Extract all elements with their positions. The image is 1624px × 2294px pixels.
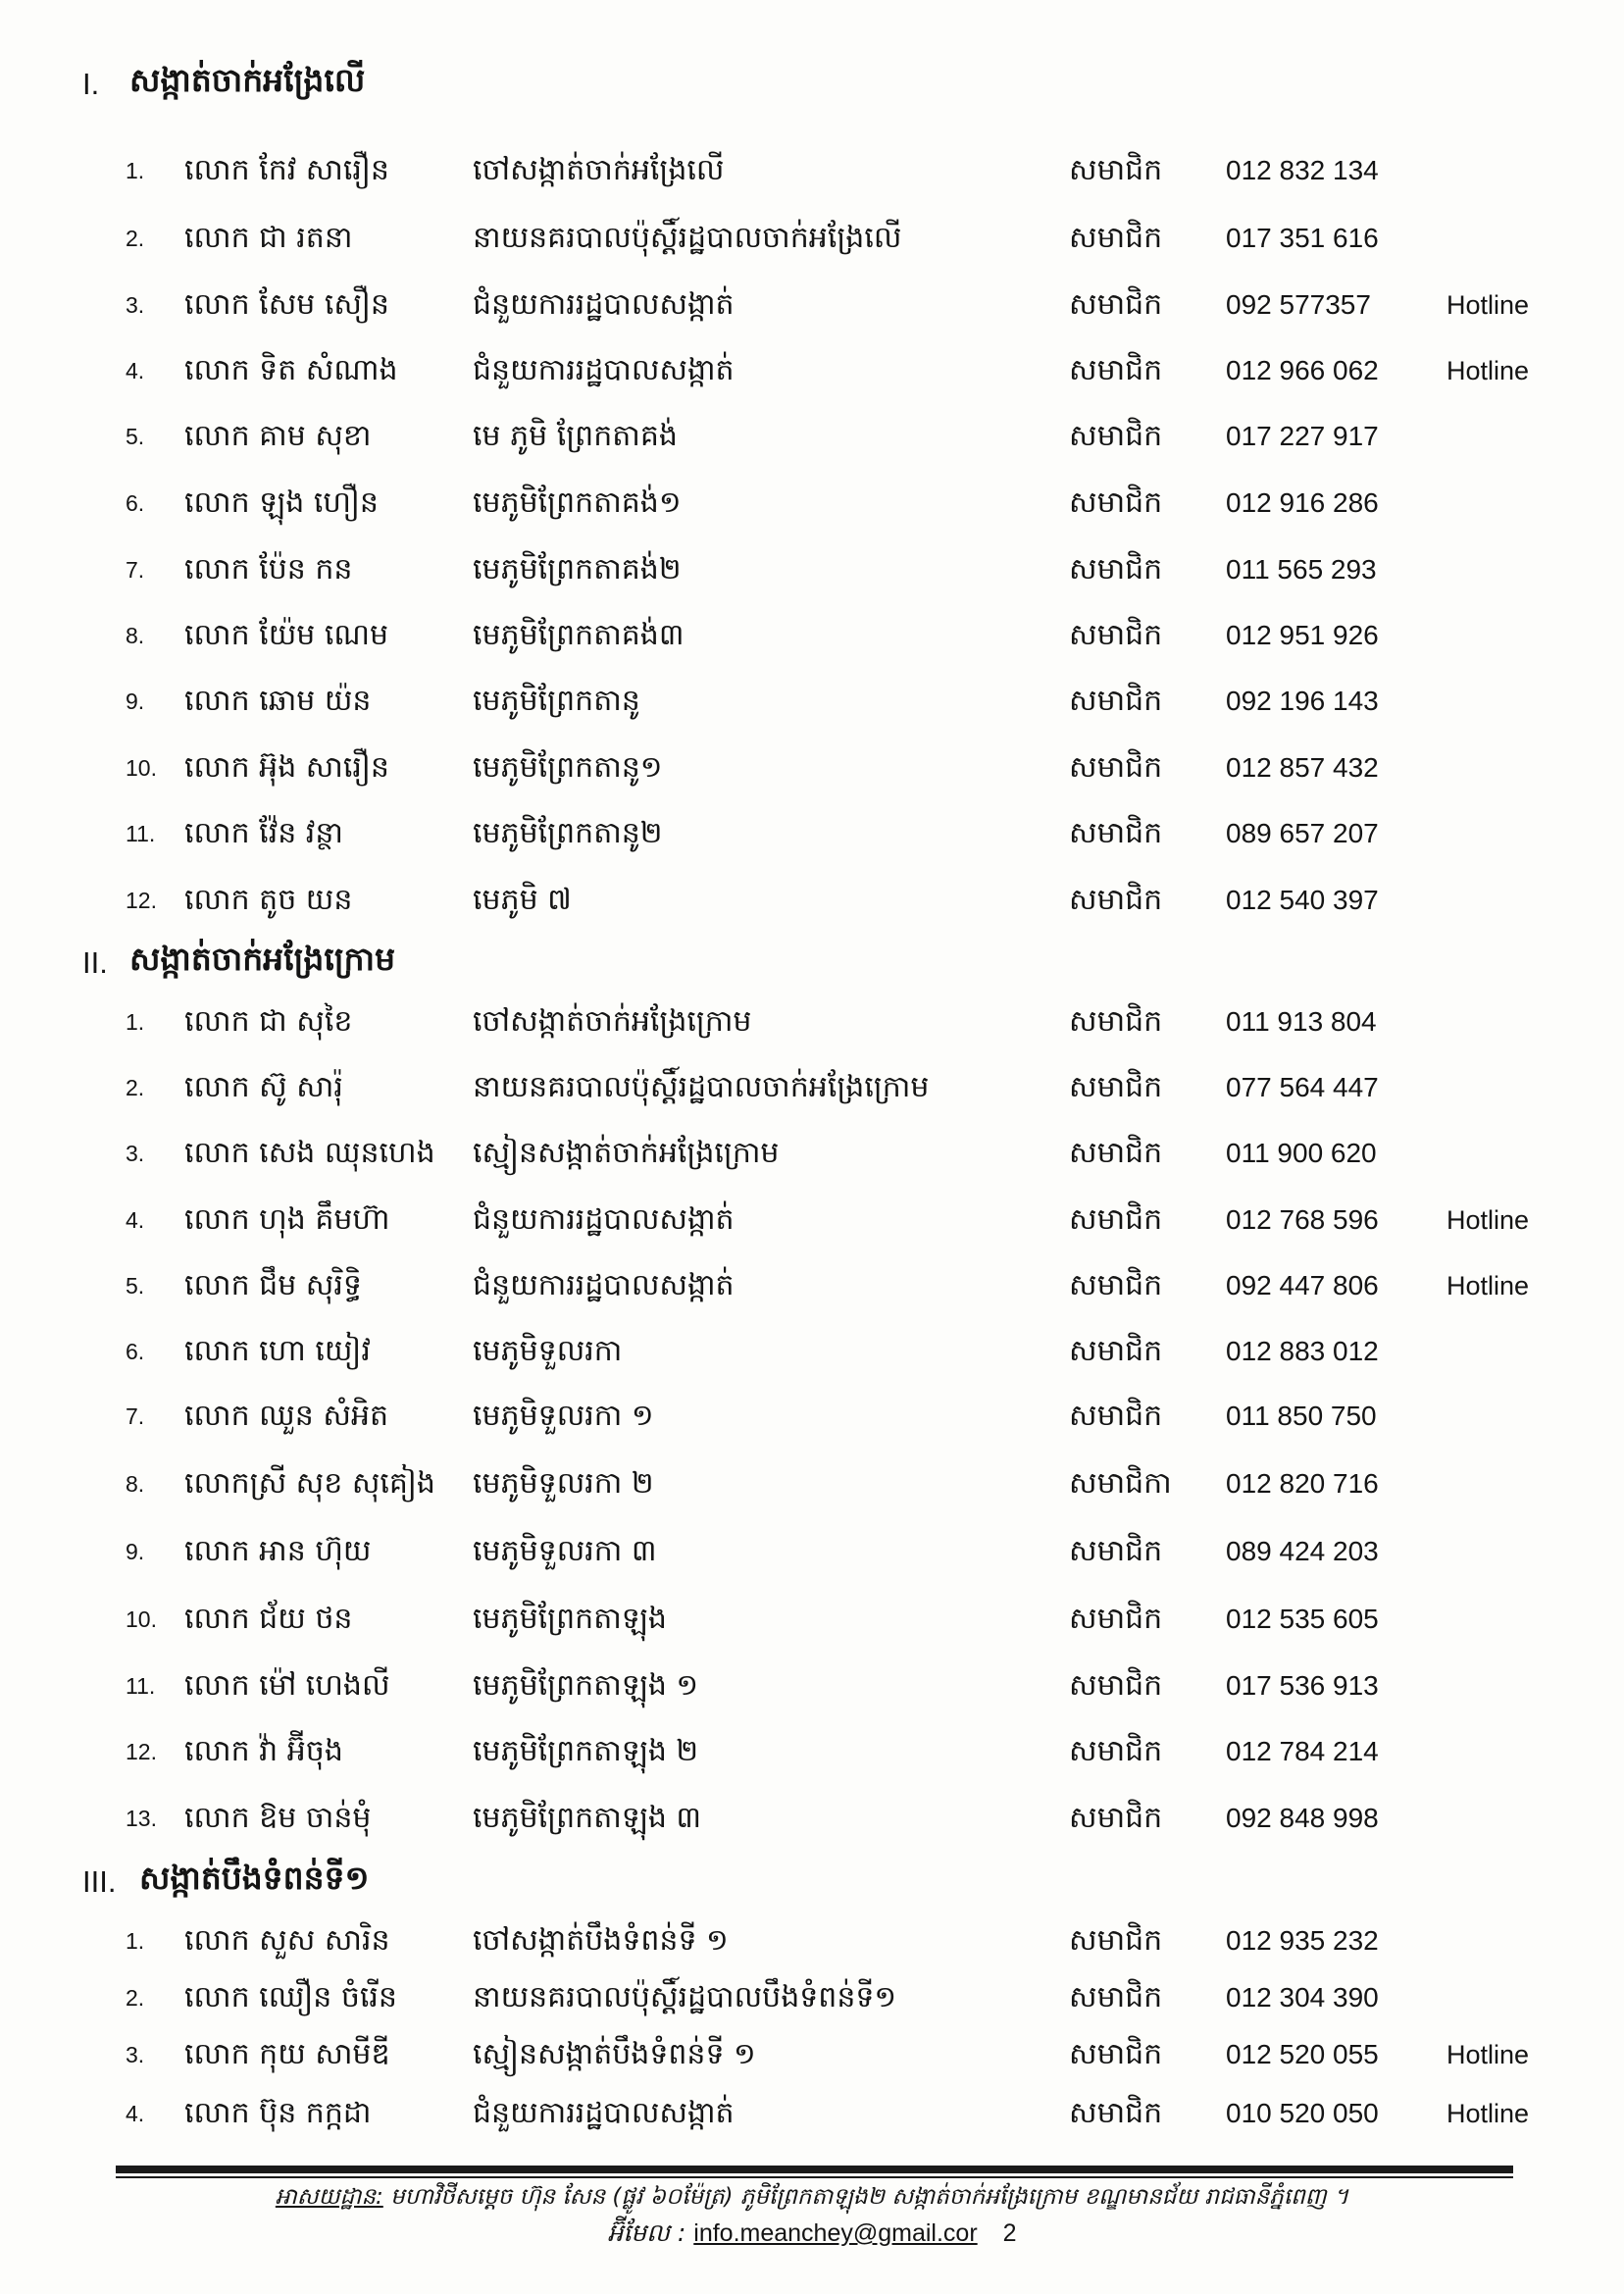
phone-number: 012 832 134 (1226, 155, 1379, 185)
section-heading (82, 1859, 369, 1906)
list-item (0, 1130, 1624, 1177)
membership-status: សមាជិក (1069, 1334, 1163, 1368)
row-number: 4. (126, 358, 145, 383)
section-heading (82, 61, 365, 108)
list-item (0, 1262, 1624, 1309)
membership-status: សមាជិក (1069, 353, 1163, 387)
phone-number: 092 196 143 (1226, 686, 1379, 716)
row-number: 2. (126, 1985, 145, 2011)
member-name: លោក អាន ហ៊ុយ (184, 1534, 372, 1568)
member-name: លោក ហោ យៀវ (184, 1334, 371, 1368)
address-label: អាសយដ្ឋាន: (275, 2184, 383, 2210)
membership-status: សមាជិក (1069, 684, 1163, 718)
member-name: លោក ឈួន សំអិត (184, 1399, 389, 1433)
list-item (0, 1974, 1624, 2021)
row-number: 6. (126, 490, 145, 516)
member-name: លោក កែវ សារឿន (184, 153, 389, 187)
phone-number: 012 883 012 (1226, 1336, 1379, 1366)
membership-status: សមាជិក (1069, 1602, 1163, 1636)
membership-status: សមាជិក (1069, 2037, 1163, 2071)
row-number: 5. (126, 424, 145, 449)
member-name: លោក ម៉ៅ ហេងលី (184, 1668, 390, 1703)
member-role: ស្មៀនសង្កាត់បឹងទំពន់ទី ១ (473, 2037, 756, 2071)
membership-status: សមាជិក (1069, 485, 1163, 520)
member-name: លោក ហុង គឹមហ៊ា (184, 1202, 390, 1237)
member-name: លោក ឆោម យ៉ន (184, 684, 372, 718)
phone-number: 012 916 286 (1226, 487, 1379, 518)
member-role: នាយនគរបាលប៉ុស្តិ៍រដ្ឋបាលចាក់អង្រែក្រោម (473, 1070, 930, 1104)
phone-number: 017 227 917 (1226, 421, 1379, 451)
membership-status: សមាជិក (1069, 1268, 1163, 1302)
list-item (0, 1064, 1624, 1111)
member-name: លោកស្រី សុខ សុគៀង (184, 1466, 435, 1501)
phone-number: 017 536 913 (1226, 1670, 1379, 1701)
phone-number: 011 900 620 (1226, 1138, 1377, 1168)
footer-divider-thin (116, 2176, 1513, 2178)
member-name: លោក ជឹម សុរិទ្ធិ (184, 1268, 362, 1302)
member-role: ចៅសង្កាត់បឹងទំពន់ទី ១ (473, 1923, 729, 1958)
list-item (0, 480, 1624, 527)
list-item (0, 810, 1624, 857)
list-item (0, 147, 1624, 194)
row-number: 12. (126, 888, 157, 913)
member-role: មេភូមិទួលរកា ៣ (473, 1534, 657, 1568)
member-name: លោក វ៉ែន វន្ថា (184, 816, 343, 850)
row-number: 9. (126, 1539, 145, 1564)
section-title: សង្កាត់ចាក់អង្រែលើ (129, 61, 366, 99)
member-role: មេភូមិទួលរកា ១ (473, 1399, 654, 1433)
hotline-label: Hotline (1446, 290, 1530, 320)
row-number: 7. (126, 1403, 145, 1429)
member-role: មេភូមិព្រែកតាឡុង (473, 1602, 667, 1636)
phone-number: 012 784 214 (1226, 1736, 1379, 1766)
phone-number: 017 351 616 (1226, 223, 1379, 253)
member-role: មេភូមិព្រែកតានូ២ (473, 816, 663, 850)
phone-number: 011 913 804 (1226, 1006, 1377, 1037)
address-text: មហាវិថីសម្តេច ហ៊ុន សែន (ផ្លូវ ៦០ម៉ែត្រ) ភូមិព្រែកតាឡុង២ សង្កាត់ចាក់អង្រែក្រោម ខណ្ឌមានជ័យ រាជធានីភ្នំពេញ ។ (390, 2184, 1349, 2210)
hotline-label: Hotline (1446, 356, 1530, 385)
row-number: 3. (126, 292, 145, 318)
phone-number: 012 535 605 (1226, 1604, 1379, 1634)
phone-number: 092 848 998 (1226, 1803, 1379, 1833)
membership-status: សមាជិក (1069, 1980, 1163, 2014)
footer-divider (116, 2166, 1513, 2173)
member-name: លោក ឈឿន ចំរើន (184, 1980, 397, 2014)
member-role: នាយនគរបាលប៉ុស្តិ៍រដ្ឋបាលបឹងទំពន់ទី១ (473, 1980, 897, 2014)
member-name: លោក វ៉ា អ៊ីចុង (184, 1734, 343, 1768)
email-label: អ៊ីមែល : (607, 2218, 686, 2247)
row-number: 4. (126, 2101, 145, 2126)
member-role: មេ ភូមិ ព្រែកតាគង់ (473, 419, 678, 453)
membership-status: សមាជិក (1069, 1923, 1163, 1958)
hotline-label: Hotline (1446, 2099, 1530, 2128)
phone-number: 089 657 207 (1226, 818, 1379, 848)
member-role: មេភូមិព្រែកតាឡុង ៣ (473, 1801, 702, 1835)
row-number: 1. (126, 1928, 145, 1954)
section-title: សង្កាត់ចាក់អង្រែក្រោម (129, 940, 396, 978)
phone-number: 012 820 716 (1226, 1468, 1379, 1499)
phone-number: 011 850 750 (1226, 1401, 1377, 1431)
phone-number: 012 966 062 (1226, 355, 1379, 385)
member-role: មេភូមិព្រែកតាគង់១ (473, 485, 682, 520)
membership-status: សមាជិក (1069, 1136, 1163, 1170)
member-name: លោក ទិត សំណាង (184, 353, 398, 387)
member-role: មេភូមិព្រែកតាឡុង ១ (473, 1668, 699, 1703)
phone-number: 012 951 926 (1226, 620, 1379, 650)
phone-number: 092 577357 (1226, 289, 1371, 320)
phone-number: 012 520 055 (1226, 2039, 1379, 2069)
list-item (0, 1528, 1624, 1575)
list-item (0, 612, 1624, 659)
list-item (0, 1795, 1624, 1842)
section-number: I. (82, 67, 100, 101)
member-role: មេភូមិទួលរកា ២ (473, 1466, 654, 1501)
list-item (0, 1917, 1624, 1964)
membership-status: សមាជិក (1069, 1734, 1163, 1768)
member-name: លោក អ៊ុង សារឿន (184, 750, 389, 785)
row-number: 4. (126, 1207, 145, 1233)
member-name: លោក សែម សឿន (184, 287, 389, 322)
section-number: II. (82, 945, 108, 980)
membership-status: សមាជិក (1069, 419, 1163, 453)
member-role: ជំនួយការរដ្ឋបាលសង្កាត់ (473, 353, 735, 387)
membership-status: សមាជិក (1069, 221, 1163, 255)
list-item (0, 678, 1624, 725)
member-name: លោក តូច យន (184, 883, 353, 917)
member-role: ចៅសង្កាត់ចាក់អង្រែលើ (473, 153, 725, 187)
membership-status: សមាជិក (1069, 287, 1163, 322)
list-item (0, 744, 1624, 791)
member-role: ជំនួយការរដ្ឋបាលសង្កាត់ (473, 287, 735, 322)
list-item (0, 1596, 1624, 1643)
list-item (0, 1460, 1624, 1507)
membership-status: សមាជិក (1069, 1070, 1163, 1104)
member-role: មេភូមិព្រែកតានូ១ (473, 750, 663, 785)
phone-number: 012 857 432 (1226, 752, 1379, 783)
list-item (0, 2090, 1624, 2137)
membership-status: សមាជិក (1069, 2096, 1163, 2130)
footer-address-line (0, 2183, 1624, 2216)
member-role: នាយនគរបាលប៉ុស្តិ៍រដ្ឋបាលចាក់អង្រែលើ (473, 221, 902, 255)
row-number: 10. (126, 755, 157, 781)
page-number: 2 (1002, 2219, 1017, 2247)
list-item (0, 281, 1624, 329)
membership-status: សមាជិក (1069, 552, 1163, 586)
member-name: លោក ស៊ូ សារ៉ុ (184, 1070, 343, 1104)
member-name: លោក ជា សុខៃ (184, 1004, 353, 1039)
row-number: 10. (126, 1606, 157, 1632)
section-title: សង្កាត់បឹងទំពន់ទី១ (139, 1859, 370, 1897)
member-role: មេភូមិ ៧ (473, 883, 572, 917)
membership-status: សមាជិកា (1069, 1466, 1172, 1501)
membership-status: សមាជិក (1069, 618, 1163, 652)
member-name: លោក សួស សារិន (184, 1923, 390, 1958)
row-number: 8. (126, 1471, 145, 1497)
phone-number: 012 304 390 (1226, 1982, 1379, 2013)
member-role: មេភូមិព្រែកតាឡុង ២ (473, 1734, 699, 1768)
membership-status: សមាជិក (1069, 1801, 1163, 1835)
email-link[interactable]: info.meanchey@gmail.cor (693, 2219, 978, 2247)
membership-status: សមាជិក (1069, 816, 1163, 850)
phone-number: 011 565 293 (1226, 554, 1377, 585)
list-item (0, 877, 1624, 924)
member-role: ជំនួយការរដ្ឋបាលសង្កាត់ (473, 1202, 735, 1237)
row-number: 3. (126, 2042, 145, 2067)
row-number: 1. (126, 1009, 145, 1035)
row-number: 6. (126, 1339, 145, 1364)
row-number: 11. (126, 1673, 156, 1699)
member-role: មេភូមិទួលរកា (473, 1334, 623, 1368)
member-name: លោក យ៉ែម ណេម (184, 618, 389, 652)
row-number: 5. (126, 1273, 145, 1299)
phone-number: 077 564 447 (1226, 1072, 1379, 1102)
phone-number: 012 540 397 (1226, 885, 1379, 915)
member-role: ជំនួយការរដ្ឋបាលសង្កាត់ (473, 2096, 735, 2130)
list-item (0, 998, 1624, 1045)
member-name: លោក គាម សុខា (184, 419, 372, 453)
section-heading (82, 940, 395, 987)
row-number: 13. (126, 1806, 157, 1831)
list-item (0, 1393, 1624, 1440)
membership-status: សមាជិក (1069, 1399, 1163, 1433)
hotline-label: Hotline (1446, 2040, 1530, 2069)
row-number: 8. (126, 623, 145, 648)
row-number: 2. (126, 226, 145, 251)
list-item (0, 215, 1624, 262)
member-role: មេភូមិព្រែកតានូ (473, 684, 640, 718)
list-item (0, 1197, 1624, 1244)
member-name: លោក ប៉ែន កន (184, 552, 353, 586)
list-item (0, 347, 1624, 394)
row-number: 2. (126, 1075, 145, 1100)
member-name: លោក ប៊ុន កក្កដា (184, 2096, 372, 2130)
membership-status: សមាជិក (1069, 1668, 1163, 1703)
member-name: លោក កុយ សាមីឌី (184, 2037, 390, 2071)
list-item (0, 413, 1624, 460)
member-role: ចៅសង្កាត់ចាក់អង្រែក្រោម (473, 1004, 752, 1039)
phone-number: 012 935 232 (1226, 1925, 1379, 1956)
row-number: 11. (126, 821, 156, 846)
phone-number: 010 520 050 (1226, 2098, 1379, 2128)
footer-email-line (0, 2218, 1624, 2254)
row-number: 7. (126, 557, 145, 583)
list-item (0, 1328, 1624, 1375)
list-item (0, 1662, 1624, 1709)
row-number: 1. (126, 158, 145, 183)
member-name: លោក សេង ឈុនហេង (184, 1136, 435, 1170)
list-item (0, 2031, 1624, 2078)
list-item (0, 546, 1624, 593)
row-number: 9. (126, 688, 145, 714)
member-role: មេភូមិព្រែកតាគង់២ (473, 552, 682, 586)
member-role: ជំនួយការរដ្ឋបាលសង្កាត់ (473, 1268, 735, 1302)
membership-status: សមាជិក (1069, 153, 1163, 187)
membership-status: សមាជិក (1069, 1534, 1163, 1568)
membership-status: សមាជិក (1069, 750, 1163, 785)
member-name: លោក ឱម ចាន់មុំ (184, 1801, 372, 1835)
member-name: លោក ជ័យ ថន (184, 1602, 353, 1636)
member-name: លោក ឡុង ហឿន (184, 485, 379, 520)
row-number: 12. (126, 1739, 157, 1764)
membership-status: សមាជិក (1069, 1202, 1163, 1237)
phone-number: 089 424 203 (1226, 1536, 1379, 1566)
phone-number: 012 768 596 (1226, 1204, 1379, 1235)
hotline-label: Hotline (1446, 1271, 1530, 1300)
membership-status: សមាជិក (1069, 883, 1163, 917)
member-role: ស្មៀនសង្កាត់ចាក់អង្រែក្រោម (473, 1136, 780, 1170)
member-name: លោក ជា រតនា (184, 221, 353, 255)
membership-status: សមាជិក (1069, 1004, 1163, 1039)
hotline-label: Hotline (1446, 1205, 1530, 1235)
list-item (0, 1728, 1624, 1775)
phone-number: 092 447 806 (1226, 1270, 1379, 1300)
member-role: មេភូមិព្រែកតាគង់៣ (473, 618, 685, 652)
row-number: 3. (126, 1141, 145, 1166)
section-number: III. (82, 1864, 117, 1899)
